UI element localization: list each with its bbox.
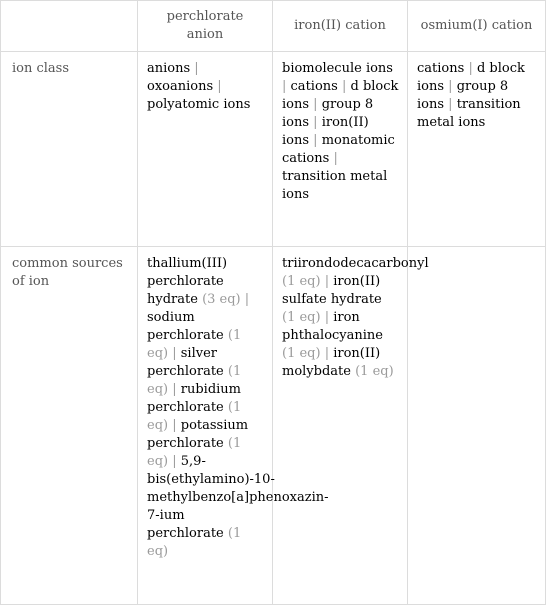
- equivalents-note: (1 eq): [282, 346, 321, 362]
- cell-sources-iron-ii: [273, 247, 429, 605]
- separator: |: [313, 133, 318, 149]
- separator: |: [244, 292, 250, 308]
- separator: |: [333, 151, 338, 167]
- list-item: cations: [417, 61, 465, 77]
- list-item: anions: [147, 61, 191, 77]
- cell-ion-class-perchlorate: [138, 52, 273, 247]
- equivalents-note: (1 eq): [147, 364, 242, 398]
- separator: |: [282, 79, 287, 95]
- list-item: cations: [290, 79, 338, 95]
- list-item: group 8 ions: [417, 79, 509, 113]
- list-item: polyatomic ions: [147, 97, 251, 113]
- separator: |: [448, 97, 453, 113]
- equivalents-note: (1 eq): [147, 400, 242, 434]
- list-item: group 8 ions: [282, 97, 374, 131]
- list-item: transition metal ions: [417, 97, 521, 131]
- separator: |: [341, 79, 347, 95]
- separator: |: [324, 310, 330, 326]
- equivalents-note: (1 eq): [282, 310, 321, 326]
- equivalents-note: (3 eq): [202, 292, 241, 308]
- list-item: silver perchlorate: [147, 346, 224, 380]
- equivalents-note: (1 eq): [355, 364, 394, 380]
- column-header-iron-ii: iron(II) cation: [273, 1, 408, 52]
- cell-sources-perchlorate: [138, 247, 329, 605]
- equivalents-note: (1 eq): [147, 436, 242, 470]
- list-item: rubidium perchlorate: [147, 382, 242, 416]
- separator: |: [172, 346, 177, 362]
- separator: |: [324, 274, 330, 290]
- equivalents-note: (1 eq): [282, 274, 321, 290]
- cell-ion-class-osmium-i: [408, 52, 546, 247]
- separator: |: [313, 115, 318, 131]
- column-header-osmium-i: osmium(I) cation: [408, 1, 546, 52]
- equivalents-note: (1 eq): [147, 526, 242, 560]
- header-row: [1, 1, 546, 52]
- list-item: d block ions: [282, 79, 399, 113]
- separator: |: [194, 61, 199, 77]
- cell-sources-osmium-i: [408, 247, 546, 605]
- list-item: d block ions: [417, 61, 525, 95]
- list-item: iron(II) molybdate: [282, 346, 381, 380]
- separator: |: [448, 79, 453, 95]
- separator: |: [468, 61, 473, 77]
- list-item: oxoanions: [147, 79, 214, 95]
- list-item: sodium perchlorate: [147, 310, 224, 344]
- list-item: triirondodecacarbonyl: [282, 256, 429, 272]
- separator: |: [172, 418, 177, 434]
- corner-cell: [1, 1, 138, 52]
- list-item: transition metal ions: [282, 169, 388, 203]
- separator: |: [324, 346, 330, 362]
- separator: |: [172, 382, 177, 398]
- cell-ion-class-iron-ii: [273, 52, 408, 247]
- row-header-ion-class: ion class: [1, 52, 138, 247]
- list-item: 5,9-bis(ethylamino)-10-methylbenzo[a]phenoxazin-7-ium perchlorate: [147, 454, 329, 542]
- equivalents-note: (1 eq): [147, 328, 242, 362]
- list-item: biomolecule ions: [282, 61, 393, 77]
- table-row-common-sources: [1, 247, 546, 605]
- row-header-common-sources: common sources of ion: [1, 247, 138, 605]
- separator: |: [172, 454, 177, 470]
- separator: |: [217, 79, 222, 95]
- column-header-perchlorate: perchlorate anion: [138, 1, 273, 52]
- list-item: monatomic cations: [282, 133, 395, 167]
- list-item: iron(II) sulfate hydrate: [282, 274, 382, 308]
- list-item: iron(II) ions: [282, 115, 369, 149]
- list-item: potassium perchlorate: [147, 418, 249, 452]
- separator: |: [313, 97, 318, 113]
- list-item: thallium(III) perchlorate hydrate: [147, 256, 228, 308]
- table-row-ion-class: [1, 52, 546, 247]
- list-item: iron phthalocyanine: [282, 310, 383, 344]
